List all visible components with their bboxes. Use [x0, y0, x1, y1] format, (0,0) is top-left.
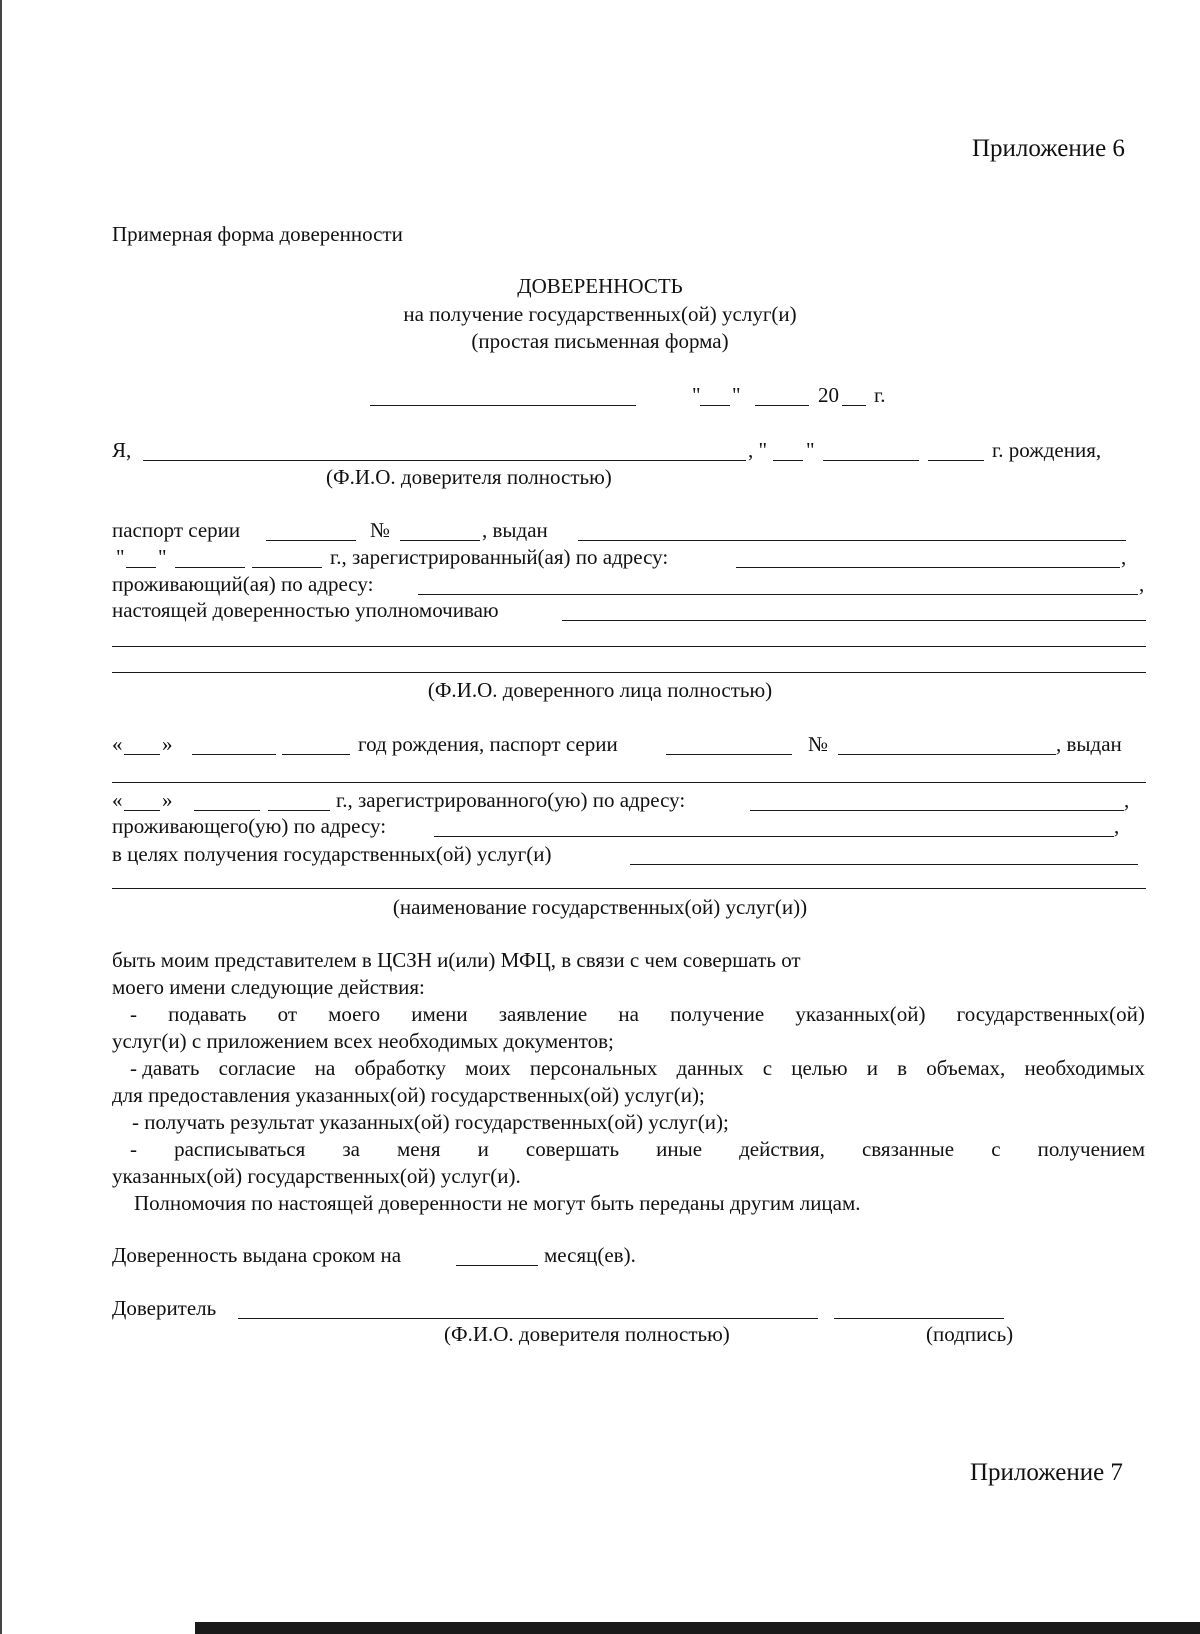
term-months-label: месяц(ев). [544, 1243, 636, 1267]
principal-ya: Я, [112, 438, 132, 462]
agent-fio-caption: (Ф.И.О. доверенного лица полностью) [427, 678, 773, 702]
passport-date-open-quote: " [116, 545, 125, 569]
agent-living-label: проживающего(ую) по адресу: [112, 814, 387, 838]
agent-birth-month-blank[interactable] [192, 754, 276, 755]
bullet-2-line-1: - давать согласие на обработку моих персональных данных с целью и в объемах, необходимых [130, 1056, 1145, 1080]
principal-fio-blank[interactable] [143, 460, 746, 461]
authorize-label: настоящей доверенностью уполномочиваю [112, 598, 499, 622]
document-title-line3: (простая письменная форма) [471, 329, 729, 353]
date-year-prefix: 20 [818, 383, 839, 407]
body-line-1: быть моим представителем в ЦСЗН и(или) МФЦ, в связи с чем совершать от [112, 948, 801, 972]
passport-number-blank[interactable] [400, 540, 480, 541]
agent-birth-day-blank[interactable] [124, 754, 160, 755]
bullet-3: - получать результат указанных(ой) государственных(ой) услуг(и); [132, 1110, 729, 1134]
scan-left-edge [0, 0, 2, 1634]
scan-bottom-edge [195, 1622, 1200, 1634]
appendix-7-label: Приложение 7 [970, 1459, 1123, 1486]
service-name-caption: (наименование государственных(ой) услуг(и)) [392, 895, 808, 919]
date-month-blank[interactable] [755, 405, 809, 406]
date-day-blank[interactable] [700, 405, 730, 406]
agent-date-year-blank[interactable] [268, 810, 330, 811]
body-line-2: моего имени следующие действия: [112, 975, 425, 999]
signature-sign-caption: (подпись) [926, 1322, 1014, 1346]
agent-passport-number-label: № [808, 732, 829, 756]
purpose-label: в целях получения государственных(ой) услуг(и) [112, 842, 552, 866]
agent-birth-close-quote: » [162, 732, 173, 756]
principal-living-label: проживающий(ая) по адресу: [112, 572, 374, 596]
agent-birth-open-quote: « [112, 732, 123, 756]
term-label: Доверенность выдана сроком на [112, 1243, 402, 1267]
powers-note: Полномочия по настоящей доверенности не могут быть переданы другим лицам. [134, 1191, 861, 1215]
date-open-quote: " [692, 383, 701, 407]
passport-issued-label: , выдан [482, 518, 548, 542]
agent-birth-year-blank[interactable] [282, 754, 350, 755]
form-subtitle: Примерная форма доверенности [112, 222, 403, 246]
signature-fio-blank[interactable] [238, 1318, 818, 1319]
bullet-4-line-1: - расписываться за меня и совершать иные действия, связанные с получением [130, 1137, 1145, 1161]
agent-date-open-quote: « [112, 788, 123, 812]
date-close-quote: " [732, 383, 741, 407]
agent-registered-address-blank[interactable] [750, 810, 1124, 811]
agent-date-day-blank[interactable] [124, 810, 160, 811]
passport-date-close-quote: " [158, 545, 167, 569]
agent-living-comma: , [1114, 814, 1120, 838]
passport-date-day-blank[interactable] [126, 567, 156, 568]
living-comma: , [1139, 572, 1145, 596]
agent-fio-blank-2[interactable] [112, 646, 1146, 647]
passport-series-blank[interactable] [266, 540, 356, 541]
principal-fio-caption: (Ф.И.О. доверителя полностью) [326, 465, 612, 489]
service-name-blank-2[interactable] [112, 888, 1146, 889]
signature-label: Доверитель [112, 1296, 217, 1320]
bullet-2-line-2: для предоставления указанных(ой) государственных(ой) услуг(и); [112, 1083, 705, 1107]
agent-registered-comma: , [1124, 788, 1130, 812]
principal-close-quote: " [806, 438, 815, 462]
agent-birth-series-label: год рождения, паспорт серии [358, 732, 618, 756]
agent-date-month-blank[interactable] [194, 810, 260, 811]
place-blank[interactable] [370, 405, 636, 406]
agent-date-close-quote: » [162, 788, 173, 812]
agent-issued-label: , выдан [1056, 732, 1122, 756]
principal-living-address-blank[interactable] [418, 594, 1138, 595]
bullet-1-line-2: услуг(и) с приложением всех необходимых документов; [112, 1029, 614, 1053]
bullet-4-line-2: указанных(ой) государственных(ой) услуг(и). [112, 1164, 521, 1188]
appendix-6-label: Приложение 6 [972, 135, 1125, 162]
agent-passport-number-blank[interactable] [838, 754, 1056, 755]
registered-comma: , [1121, 545, 1127, 569]
principal-birth-label: г. рождения, [992, 438, 1102, 462]
agent-fio-blank-3[interactable] [112, 672, 1146, 673]
principal-comma-quote: , " [748, 438, 768, 462]
document-title: ДОВЕРЕННОСТЬ [517, 274, 683, 298]
agent-passport-series-blank[interactable] [666, 754, 792, 755]
agent-registered-label: г., зарегистрированного(ую) по адресу: [336, 788, 686, 812]
agent-living-address-blank[interactable] [434, 836, 1114, 837]
signature-sign-blank[interactable] [834, 1318, 1004, 1319]
principal-birth-year-blank[interactable] [928, 460, 984, 461]
principal-registered-address-blank[interactable] [736, 567, 1120, 568]
principal-birth-month-blank[interactable] [823, 460, 919, 461]
agent-issued-by-blank[interactable] [112, 782, 1146, 783]
principal-birth-day-blank[interactable] [773, 460, 803, 461]
date-year-blank[interactable] [842, 405, 866, 406]
signature-fio-caption: (Ф.И.О. доверителя полностью) [444, 1322, 730, 1346]
service-name-blank-1[interactable] [630, 864, 1138, 865]
date-year-suffix: г. [874, 383, 886, 407]
passport-date-year-blank[interactable] [252, 567, 322, 568]
passport-issued-by-blank[interactable] [578, 540, 1126, 541]
passport-series-label: паспорт серии [112, 518, 241, 542]
bullet-1-line-1: - подавать от моего имени заявление на получение указанных(ой) государственных(ой) [130, 1002, 1145, 1026]
document-title-line2: на получение государственных(ой) услуг(и) [403, 302, 797, 326]
agent-fio-blank-1[interactable] [562, 620, 1146, 621]
passport-number-label: № [370, 518, 391, 542]
passport-date-month-blank[interactable] [175, 567, 245, 568]
term-months-blank[interactable] [456, 1265, 538, 1266]
principal-registered-label: г., зарегистрированный(ая) по адресу: [330, 545, 669, 569]
